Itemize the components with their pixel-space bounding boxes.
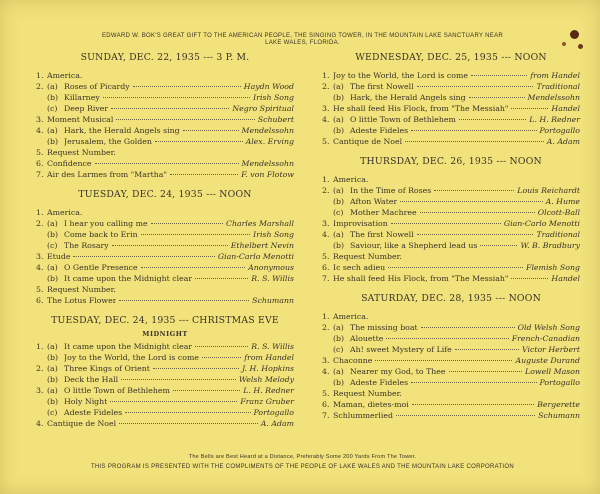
- item-title: He shall feed His Flock, from "The Messiah": [333, 274, 509, 283]
- item-title: Saviour, like a Shepherd lead us: [350, 241, 478, 250]
- leader-dots: [434, 190, 514, 191]
- footer-credit: THIS PROGRAM IS PRESENTED WITH THE COMPLIMENTS OF THE PEOPLE OF LAKE WALES AND THE MOUNTAIN LAKE CORPORATION: [90, 464, 514, 470]
- program-item: [36, 341, 294, 352]
- item-title: The first Nowell: [350, 82, 414, 91]
- program-item: [322, 103, 580, 114]
- leader-dots: [388, 267, 523, 268]
- program-item: [322, 207, 580, 218]
- item-title: O Gentle Presence: [64, 263, 138, 272]
- item-sub-letter: (b): [47, 274, 59, 283]
- item-number: 3.: [36, 386, 44, 395]
- leader-dots: [195, 346, 248, 347]
- item-number: 1.: [36, 342, 44, 351]
- leader-dots: [125, 412, 250, 413]
- item-sub-letter: (a): [47, 126, 58, 135]
- program-item: [322, 344, 580, 355]
- program-item: [36, 284, 294, 295]
- item-composer: Portogallo: [253, 408, 294, 417]
- item-sub-letter: (c): [333, 208, 344, 217]
- item-title: Confidence: [47, 159, 92, 168]
- item-composer: W. B. Bradbury: [520, 241, 580, 250]
- program-item: [322, 114, 580, 125]
- leader-dots: [375, 360, 512, 361]
- leader-dots: [103, 97, 250, 98]
- item-title: Killarney: [64, 93, 100, 102]
- program-item: [36, 136, 294, 147]
- program-item: [36, 125, 294, 136]
- leader-dots: [110, 401, 237, 402]
- item-number: 1.: [322, 71, 330, 80]
- item-composer: Handel: [551, 274, 580, 283]
- header-line-2: LAKE WALES, FLORIDA.: [265, 40, 340, 46]
- program-item: [36, 363, 294, 374]
- item-sub-letter: (a): [47, 386, 58, 395]
- item-number: 3.: [36, 252, 44, 261]
- leader-dots: [111, 108, 229, 109]
- item-sub-letter: (a): [333, 115, 344, 124]
- item-composer: A. Hume: [545, 197, 580, 206]
- item-sub-letter: (c): [47, 104, 58, 113]
- leader-dots: [411, 130, 536, 131]
- item-composer: Bergerette: [537, 400, 580, 409]
- leader-dots: [471, 75, 527, 76]
- concert-section: [322, 52, 580, 147]
- item-number: 2.: [36, 219, 44, 228]
- item-number: 4.: [36, 419, 44, 428]
- concert-section: [322, 156, 580, 284]
- leader-dots: [420, 212, 535, 213]
- item-composer: Olcott-Ball: [537, 208, 580, 217]
- concert-section: [36, 52, 294, 180]
- item-sub-letter: (a): [47, 364, 58, 373]
- item-composer: French-Canadian: [511, 334, 580, 343]
- item-title: The Lotus Flower: [47, 296, 117, 305]
- item-number: 1.: [322, 312, 330, 321]
- program-item: [322, 240, 580, 251]
- leader-dots: [400, 201, 542, 202]
- leader-dots: [421, 327, 515, 328]
- item-composer: R. S. Willis: [251, 274, 294, 283]
- program-item: [36, 147, 294, 158]
- item-number: 5.: [322, 137, 330, 146]
- program-item: [36, 158, 294, 169]
- item-number: 5.: [36, 285, 44, 294]
- leader-dots: [459, 119, 526, 120]
- item-sub-letter: (b): [333, 197, 345, 206]
- item-number: 7.: [322, 274, 330, 283]
- item-sub-letter: (b): [47, 137, 59, 146]
- program-item: [36, 262, 294, 273]
- leader-dots: [155, 141, 243, 142]
- program-item: [36, 385, 294, 396]
- item-title: Nearer my God, to Thee: [350, 367, 446, 376]
- program-item: [36, 396, 294, 407]
- item-composer: Victor Herbert: [522, 345, 580, 354]
- item-title: Request Number.: [333, 389, 402, 398]
- item-title: O little Town of Bethlehem: [64, 386, 170, 395]
- item-title: Adeste Fideles: [350, 126, 409, 135]
- item-title: Adeste Fideles: [350, 378, 409, 387]
- item-title: America.: [47, 208, 83, 217]
- section-title: WEDNESDAY, DEC. 25, 1935 --- NOON: [355, 52, 547, 63]
- item-title: Request Number.: [47, 285, 116, 294]
- item-title: Request Number.: [333, 252, 402, 261]
- item-number: 1.: [322, 175, 330, 184]
- leader-dots: [396, 415, 535, 416]
- item-title: O little Town of Bethlehem: [350, 115, 456, 124]
- leader-dots: [417, 86, 534, 87]
- program-item: [36, 218, 294, 229]
- item-title: In the Time of Roses: [350, 186, 432, 195]
- leader-dots: [511, 278, 548, 279]
- item-sub-letter: (b): [47, 93, 59, 102]
- leader-dots: [202, 357, 241, 358]
- item-composer: J. H. Hopkins: [242, 364, 294, 373]
- item-number: 2.: [36, 82, 44, 91]
- item-title: America.: [333, 175, 369, 184]
- item-title: Adeste Fideles: [64, 408, 123, 417]
- item-title: Cantique de Noel: [47, 419, 117, 428]
- program-item: [322, 136, 580, 147]
- program-item: [322, 311, 580, 322]
- item-composer: Portogallo: [539, 126, 580, 135]
- item-composer: L. H. Redner: [243, 386, 294, 395]
- concert-section: [36, 189, 294, 306]
- program-item: [36, 352, 294, 363]
- item-number: 5.: [322, 252, 330, 261]
- item-title: Ah! sweet Mystery of Life: [350, 345, 452, 354]
- item-sub-letter: (a): [333, 82, 344, 91]
- leader-dots: [141, 234, 251, 235]
- item-title: America.: [47, 71, 83, 80]
- program-item: [322, 125, 580, 136]
- item-sub-letter: (b): [333, 378, 345, 387]
- item-title: Mother Machree: [350, 208, 417, 217]
- leader-dots: [95, 163, 239, 164]
- item-composer: Anonymous: [248, 263, 294, 272]
- program-item: [322, 262, 580, 273]
- leader-dots: [151, 223, 223, 224]
- item-title: Maman, dietes-moi: [333, 400, 409, 409]
- item-composer: Gian-Carlo Menotti: [217, 252, 294, 261]
- item-sub-letter: (b): [333, 93, 345, 102]
- program-item: [36, 81, 294, 92]
- item-sub-letter: (a): [333, 186, 344, 195]
- leader-dots: [116, 119, 254, 120]
- program-item: [36, 407, 294, 418]
- item-number: 6.: [36, 296, 44, 305]
- item-sub-letter: (a): [333, 230, 344, 239]
- item-sub-letter: (c): [333, 345, 344, 354]
- leader-dots: [449, 371, 522, 372]
- program-item: [322, 377, 580, 388]
- leader-dots: [73, 256, 214, 257]
- item-number: 6.: [36, 159, 44, 168]
- item-sub-letter: (b): [47, 353, 59, 362]
- leader-dots: [183, 130, 239, 131]
- item-title: Hark, the Herald Angels sing: [350, 93, 466, 102]
- section-subtitle: MIDNIGHT: [142, 330, 188, 338]
- program-item: [322, 81, 580, 92]
- item-composer: Gian-Carlo Menotti: [503, 219, 580, 228]
- item-sub-letter: (a): [333, 367, 344, 376]
- program-item: [322, 333, 580, 344]
- leader-dots: [391, 223, 501, 224]
- leader-dots: [417, 234, 534, 235]
- right-column: [322, 52, 580, 430]
- section-title: THURSDAY, DEC. 26, 1935 --- NOON: [360, 156, 542, 167]
- program-item: [36, 251, 294, 262]
- item-title: Schlummerlied: [333, 411, 393, 420]
- item-sub-letter: (a): [47, 342, 58, 351]
- leader-dots: [455, 349, 519, 350]
- item-title: Joy to the World, the Lord is come: [64, 353, 199, 362]
- leader-dots: [405, 141, 544, 142]
- item-number: 1.: [36, 208, 44, 217]
- leader-dots: [141, 267, 245, 268]
- item-title: Deep River: [64, 104, 109, 113]
- program-item: [322, 355, 580, 366]
- item-number: 7.: [36, 170, 44, 179]
- program-item: [322, 185, 580, 196]
- item-number: 2.: [322, 186, 330, 195]
- item-title: Jerusalem, the Golden: [64, 137, 152, 146]
- item-title: Deck the Hall: [64, 375, 119, 384]
- leader-dots: [121, 379, 236, 380]
- item-composer: Old Welsh Song: [517, 323, 580, 332]
- leader-dots: [412, 404, 534, 405]
- item-composer: Schubert: [257, 115, 294, 124]
- item-number: 3.: [322, 104, 330, 113]
- section-title: SUNDAY, DEC. 22, 1935 --- 3 P. M.: [80, 52, 250, 63]
- program-item: [322, 366, 580, 377]
- item-number: 4.: [322, 367, 330, 376]
- program-item: [36, 103, 294, 114]
- item-title: Chaconne: [333, 356, 373, 365]
- program-item: [36, 169, 294, 180]
- item-number: 3.: [322, 219, 330, 228]
- item-composer: Negro Spiritual: [232, 104, 294, 113]
- item-sub-letter: (c): [47, 408, 58, 417]
- item-number: 2.: [322, 323, 330, 332]
- item-number: 1.: [36, 71, 44, 80]
- item-title: Cantique de Noel: [333, 137, 403, 146]
- item-sub-letter: (b): [47, 230, 59, 239]
- program-item: [322, 196, 580, 207]
- item-composer: Traditional: [536, 82, 580, 91]
- item-sub-letter: (b): [333, 241, 345, 250]
- item-title: Ic sech adieu: [333, 263, 386, 272]
- item-title: Etude: [47, 252, 71, 261]
- program-item: [322, 399, 580, 410]
- concert-section: [322, 293, 580, 421]
- item-sub-letter: (b): [333, 126, 345, 135]
- program-item: [36, 418, 294, 429]
- item-composer: Welsh Melody: [238, 375, 294, 384]
- item-title: The first Nowell: [350, 230, 414, 239]
- item-sub-letter: (a): [47, 82, 58, 91]
- leader-dots: [386, 338, 508, 339]
- item-title: Joy to the World, the Lord is come: [333, 71, 468, 80]
- item-composer: F. von Flotow: [241, 170, 294, 179]
- item-composer: Auguste Durand: [515, 356, 580, 365]
- program-item: [36, 70, 294, 81]
- item-number: 5.: [322, 389, 330, 398]
- item-composer: Haydn Wood: [243, 82, 294, 91]
- left-column: [36, 52, 294, 438]
- item-sub-letter: (a): [47, 263, 58, 272]
- item-sub-letter: (b): [333, 334, 345, 343]
- item-title: He shall feed His Flock, from "The Messiah": [333, 104, 509, 113]
- item-title: Improvisation: [333, 219, 388, 228]
- leader-dots: [411, 382, 536, 383]
- leader-dots: [153, 368, 239, 369]
- item-title: It came upon the Midnight clear: [64, 274, 193, 283]
- item-sub-letter: (c): [47, 241, 58, 250]
- item-number: 6.: [322, 400, 330, 409]
- item-composer: Alex. Erving: [245, 137, 294, 146]
- item-title: It came upon the Midnight clear: [64, 342, 193, 351]
- item-title: Moment Musical: [47, 115, 114, 124]
- item-number: 4.: [36, 126, 44, 135]
- item-composer: from Handel: [530, 71, 580, 80]
- item-title: The missing boat: [350, 323, 418, 332]
- footer-note: The Bells are Best Heard at a Distance, Preferably Some 200 Yards From The Tower.: [188, 454, 417, 460]
- item-composer: Irish Song: [253, 93, 294, 102]
- item-composer: Ethelbert Nevin: [230, 241, 294, 250]
- item-title: Roses of Picardy: [64, 82, 130, 91]
- item-composer: Charles Marshall: [226, 219, 294, 228]
- item-number: 4.: [36, 263, 44, 272]
- item-number: 2.: [36, 364, 44, 373]
- item-composer: Lowell Mason: [525, 367, 580, 376]
- item-number: 7.: [322, 411, 330, 420]
- leader-dots: [511, 108, 548, 109]
- item-composer: from Handel: [244, 353, 294, 362]
- leader-dots: [170, 174, 238, 175]
- item-composer: Mendelssohn: [527, 93, 580, 102]
- program-item: [322, 388, 580, 399]
- item-number: 4.: [322, 230, 330, 239]
- leader-dots: [480, 245, 517, 246]
- item-sub-letter: (b): [47, 397, 59, 406]
- item-title: Alouette: [350, 334, 384, 343]
- item-number: 6.: [322, 263, 330, 272]
- header-line-1: EDWARD W. BOK'S GREAT GIFT TO THE AMERICAN PEOPLE, THE SINGING TOWER, IN THE MOUNTAIN LAKE SANCTUARY NEAR: [101, 33, 504, 39]
- leader-dots: [133, 86, 241, 87]
- item-number: 4.: [322, 115, 330, 124]
- item-number: 5.: [36, 148, 44, 157]
- program-item: [322, 70, 580, 81]
- section-title: TUESDAY, DEC. 24, 1935 --- NOON: [78, 189, 252, 200]
- program-item: [322, 174, 580, 185]
- item-composer: Mendelssohn: [241, 159, 294, 168]
- item-title: The Rosary: [64, 241, 109, 250]
- item-composer: Portogallo: [539, 378, 580, 387]
- item-title: Air des Larmes from "Martha": [47, 170, 167, 179]
- item-composer: Franz Gruber: [240, 397, 294, 406]
- program-item: [322, 251, 580, 262]
- item-composer: Louis Reichardt: [517, 186, 580, 195]
- item-title: I hear you calling me: [64, 219, 148, 228]
- program-item: [36, 207, 294, 218]
- item-composer: Flemish Song: [526, 263, 580, 272]
- item-number: 3.: [322, 356, 330, 365]
- item-composer: Mendelssohn: [241, 126, 294, 135]
- program-item: [36, 229, 294, 240]
- item-title: Request Number.: [47, 148, 116, 157]
- item-title: Hark, the Herald Angels sing: [64, 126, 180, 135]
- program-item: [36, 374, 294, 385]
- program-header: [20, 33, 585, 47]
- leader-dots: [469, 97, 525, 98]
- item-sub-letter: (a): [47, 219, 58, 228]
- program-item: [322, 218, 580, 229]
- leader-dots: [195, 278, 248, 279]
- program-item: [322, 273, 580, 284]
- item-composer: Schumann: [252, 296, 294, 305]
- item-title: Holy Night: [64, 397, 108, 406]
- item-sub-letter: (a): [333, 323, 344, 332]
- item-title: Afton Water: [350, 197, 398, 206]
- program-item: [322, 92, 580, 103]
- item-sub-letter: (b): [47, 375, 59, 384]
- section-title: SATURDAY, DEC. 28, 1935 --- NOON: [361, 293, 541, 304]
- item-number: 3.: [36, 115, 44, 124]
- program-item: [36, 92, 294, 103]
- leader-dots: [119, 300, 249, 301]
- item-composer: Handel: [551, 104, 580, 113]
- item-composer: R. S. Willis: [251, 342, 294, 351]
- program-item: [322, 229, 580, 240]
- leader-dots: [119, 423, 258, 424]
- program-item: [36, 240, 294, 251]
- program-item: [36, 114, 294, 125]
- leader-dots: [112, 245, 228, 246]
- item-composer: Schumann: [538, 411, 580, 420]
- program-item: [322, 322, 580, 333]
- item-number: 2.: [322, 82, 330, 91]
- item-title: Come back to Erin: [64, 230, 138, 239]
- item-composer: Traditional: [536, 230, 580, 239]
- leader-dots: [173, 390, 240, 391]
- item-composer: Irish Song: [253, 230, 294, 239]
- item-title: Three Kings of Orient: [64, 364, 150, 373]
- item-composer: L. H. Redner: [529, 115, 580, 124]
- item-composer: A. Adam: [260, 419, 294, 428]
- section-title: TUESDAY, DEC. 24, 1935 --- CHRISTMAS EVE: [51, 315, 279, 326]
- program-item: [36, 273, 294, 284]
- item-title: America.: [333, 312, 369, 321]
- program-item: [322, 410, 580, 421]
- concert-section: [36, 315, 294, 429]
- item-composer: A. Adam: [546, 137, 580, 146]
- program-item: [36, 295, 294, 306]
